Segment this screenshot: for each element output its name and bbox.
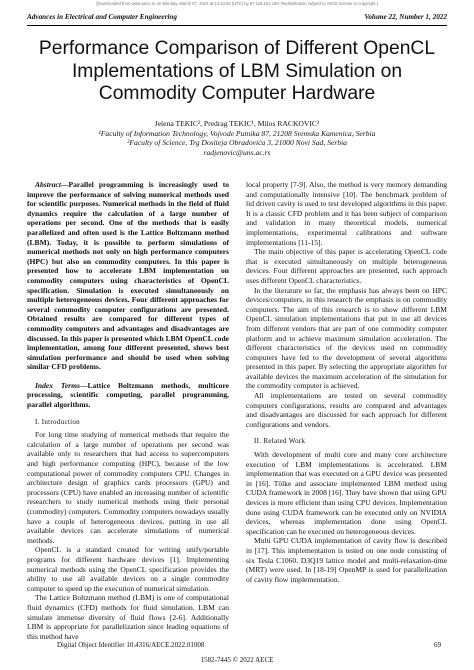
title-line: Performance Comparison of Different OpenCL [38,38,436,59]
paragraph: All implementations are tested on several commodity computers configurations, results are compared and advantages and disadvantages are discussed for each approach for different configurations and vendors. [246,391,447,429]
paragraph: The Lattice Boltzmann method (LBM) is one of computational fluid dynamics (CFD) methods for fluid simulation. LBM can simulate immense diversity of fluid flows [2-6]. Additionally LBM is appropriate for parallelization since leading equations of this method have [27,593,229,641]
affiliation: ¹Faculty of Information Technology, Vojvode Putnika 87, 21208 Sremska Kamenica, Serbia [98,128,376,138]
paper-title [27,38,447,106]
authors: Jelena TEKIC², Predrag TEKIC¹, Milos RACKOVIC² [154,119,320,128]
abstract-label: Abstract [35,180,61,189]
issn: 1582-7445 © 2022 AECE [200,656,274,664]
volume-info: Volume 22, Number 1, 2022 [364,13,447,21]
title-line: Commodity Computer Hardware [98,83,376,104]
left-column [27,180,229,641]
running-header [27,13,447,21]
section-heading: I. Introduction [35,417,80,426]
right-column [246,180,447,584]
abstract-text: —Parallel programming is increasingly used to improve the performance of solving numerical methods used for scientific purposes. Numerical methods in the field of fluid dynamics require the calculation of a large number of operations per second. One of the methods that is easily parallelized and often used is the Lattice Boltzmann method (LBM). Today, it is possible to perform simulations of numerical methods not only on high performance computers (HPC) but also on commodity computers. In this paper is presented how to accelerate LBM implementation on commodity computers using characteristics of OpenCL specification. Simulation is executed simultaneously on multiple heterogeneous devices. Four different approaches for several commodity computer configurations are presented. Obtained results are compared for different types of commodity computers and advantages and disadvantages are discussed. In this paper is presented which LBM OpenCL code implementation, among four different presented, shows best simulation performance and should be used when solving similar CFD problems. [27,180,229,372]
paragraph: With development of multi core and many core architecture execution of LBM implementations is accelerated. LBM implementation that was executed on a GPU device was presented in [16]. Tölke and associate implemented LBM method using CUDA framework in 2008 [16]. They have shown that using GPU devices is more efficient than using CPU devices. Implementation done using CUDA framework can be executed only on NVIDIA devices, whereas implementation done using OpenCL specification can be executed on heterogeneous devices. [246,450,447,536]
header-rule [27,25,447,26]
email: radjenovic@uns.ac.rs [203,147,271,157]
paragraph: The main objective of this paper is accelerating OpenCL code that is executed simultaneously on multiple heterogeneous devices. Four different approaches are presented, each approach uses different OpenCL characteristics. [246,247,447,285]
affiliation: ²Faculty of Science, Trg Dositeja Obradovića 3, 21000 Novi Sad, Serbia [127,138,347,148]
doi: Digital Object Identifier 10.4316/AECE.2022.01008 [57,641,205,649]
paragraph: For long time studying of numerical methods that require the calculation of a large number of operations per second was available only to researchers that had access to supercomputers and high performance computing (HPC), because of the low computational power of commodity computers CPU. Changes in architecture design of graphics cards processors (GPU) and processors (CPU) have enabled an increasing number of scientific researchers to study numerical methods using their personal (commodity) computers. Commodity computers nowadays usually have a couple of heterogeneous devices, putting in use all available devices can accelerate simulations of numerical methods. [27,430,229,545]
paragraph: In the literature so far, the emphasis has always been on HPC devices/computers, in this research the emphasis is on commodity computers. The aim of this research is to show different LBM OpenCL simulation implementations that put in use all devices from different vendors that are part of one commodity computer platform and to achieve maximum simulation acceleration. The different characteristics of the devices used on commodity computers have led to the development of several algorithms presented in this paper. By selecting the appropriate algorithm for available devices the maximum acceleration of the simulation for the commodity computer is achieved. [246,285,447,391]
index-terms-label: Index Terms [35,380,80,390]
page-number: 69 [434,641,441,649]
paragraph: local property [7-9]. Also, the method is very memory demanding and computationally intensive [10]. The benchmark problem of lid driven cavity is used to test developed algorithms in this paper. It is a classic CFD problem and it has been subject of comparison and validation in many theoretical models, numerical implementations, experimental calibrations and software implementations [11-15]. [246,180,447,247]
author-block [27,119,447,157]
abstract [27,180,229,372]
download-notice: [Downloaded from www.aece.ro on Monday, March 07, 2022 at 14:13:40 (UTC) by 87.116.162.199. Redistribution subject to AECE license or copyright.] [96,1,378,6]
index-terms-text: —Lattice Boltzmann methods, multicore processing, scientific computing, parallel programming, parallel algorithms. [27,380,230,410]
section-heading: II. Related Work [254,437,306,446]
index-terms [27,381,229,410]
title-line: Implementations of LBM Simulation on [71,60,403,82]
journal-name: Advances in Electrical and Computer Engineering [27,13,177,21]
paragraph: Multi GPU CUDA implementation of cavity flow is described in [17]. This implementation is tested on one node consisting of six Tesla C1060. D3Q19 lattice model and multi-relaxation-time (MRT) were used. In [18-19] OpenMP is used for parallelization of cavity flow implementation. [246,536,447,584]
paragraph: OpenCL is a standard created for writing unify/portable programs for different hardware devices [1]. Implementing numerical methods using the OpenCL specification provides the ability to use all available devices on a single commodity computer to speed up the execution of numerical simulation. [27,545,229,593]
